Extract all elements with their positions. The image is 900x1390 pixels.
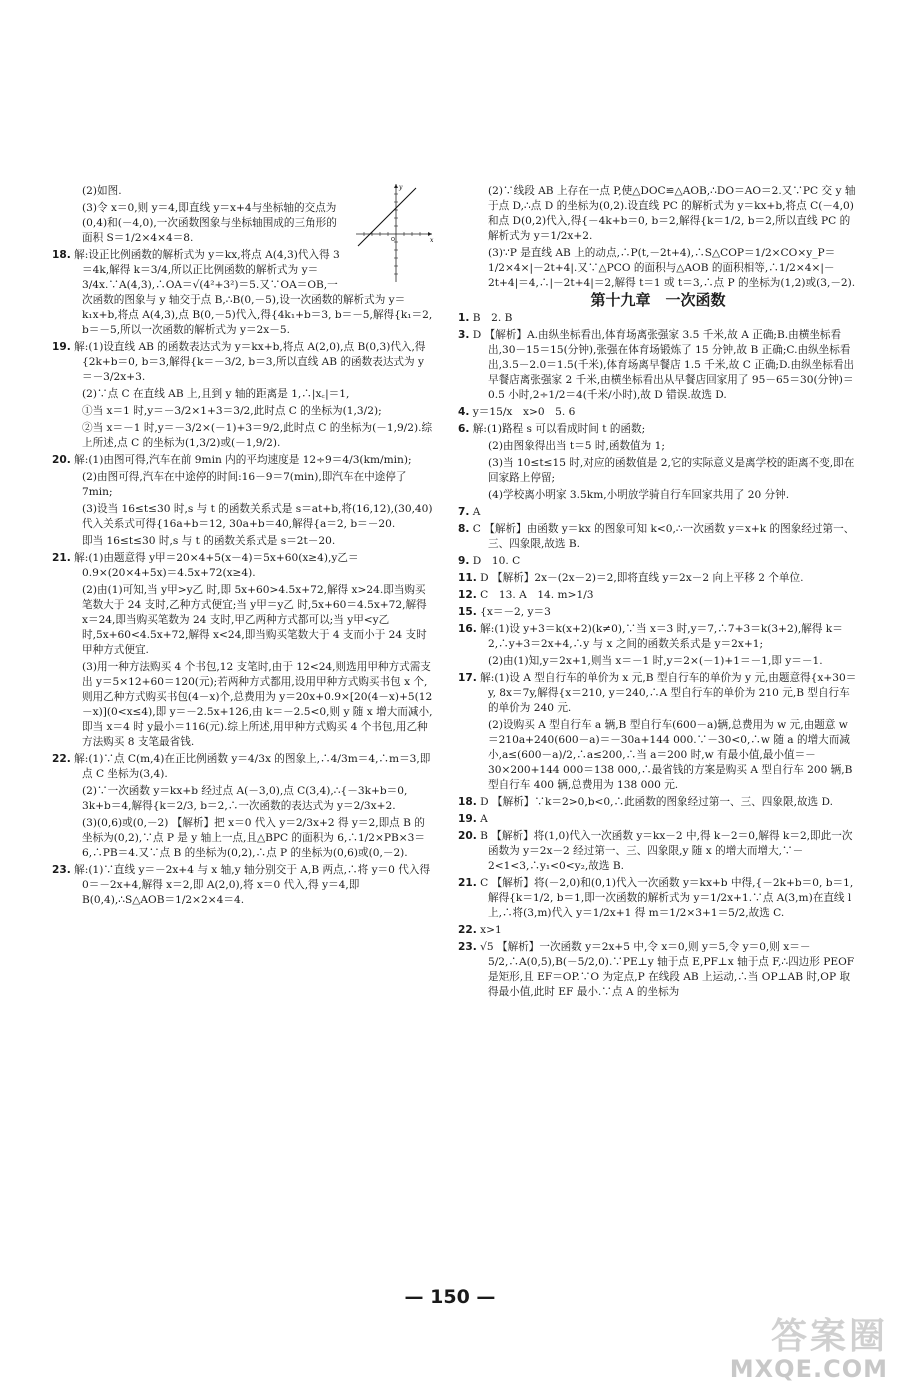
answer-text: (2)如图. [82,185,122,197]
question-number: 15. [458,606,477,618]
answer-item [458,622,858,652]
answer-text: (2)设购买 A 型自行车 a 辆,B 型自行车(600－a)辆,总费用为 w 元,由题意 w＝210a+240(600－a)＝－30a+144 000.∵－30<0,∴w 随 a 的增大而减小,a≤(600－a)/2,∴a≤200,∴当 a＝200 时,w 有最小值,最小值＝－30×200+144 000＝138 000,∴最省钱的方案是购买 A 型自行车 200 辆,B 型自行车 400 辆,总费用为 138 000 元. [488,719,853,791]
answer-item [52,551,434,581]
question-number: 11. [458,572,477,584]
answer-text: (2)∵点 C 在直线 AB 上,且到 y 轴的距离是 1,∴|x꜀|＝1, [82,388,350,400]
answer-item [52,863,434,908]
answer-item [458,876,858,921]
question-number: 12. [458,589,477,601]
answer-text: A [480,813,488,825]
answer-item [458,795,858,810]
svg-text:x: x [430,237,434,244]
answer-text: (3)∵P 是直线 AB 上的动点,∴P(t,－2t+4),∴S△COP＝1/2×CO×y_P＝1/2×4×|－2t+4|.又∵△PCO 的面积与△AOB 的面积相等,∴1/2×4×|－2t+4|＝4,∴|－2t+4|＝2,解得 t＝1 或 t＝3,∴点 P 的坐标为(1,2)或(3,－2). [488,247,856,289]
watermark-url: MXQE.COM [729,1355,888,1383]
answer-item [458,505,858,520]
answer-text: (2)由(1)可知,当 y甲>y乙 时,即 5x+60>4.5x+72,解得 x>24.即当购买笔数大于 24 支时,乙种方式便宜;当 y甲＝y乙 时,5x+60＝4.5x+72,解得 x＝24,即当购买笔数为 24 支时,甲乙两种方式都可以;当 y甲<y乙 时,5x+60<4.5x+72,解得 x<24,即当购买笔数大于 4 支而小于 24 支时甲种方式便宜. [82,584,427,656]
answer-item [458,718,858,793]
answer-text: (2)由(1)知,y＝2x+1,则当 x＝－1 时,y＝2×(－1)+1＝－1,即 y＝－1. [488,655,823,667]
question-number: 19. [458,813,477,825]
answer-text: √5 【解析】一次函数 y＝2x+5 中,令 x＝0,则 y＝5,令 y＝0,则 x＝－5/2,∴A(0,5),B(－5/2,0).∵PE⊥y 轴于点 E,PF⊥x 轴于点 F,∴四边形 PEOF 是矩形,且 EF＝OP.∵O 为定点,P 在线段 AB 上运动,∴当 OP⊥AB 时,OP 取得最小值,此时 EF 最小.∵点 A 的坐标为 [480,941,855,998]
answer-item [458,605,858,620]
question-number: 20. [458,830,477,842]
question-number: 7. [458,506,470,518]
answer-text: (4)学校离小明家 3.5km,小明放学骑自行车回家共用了 20 分钟. [488,489,790,501]
answer-item [52,502,434,532]
answer-item [458,488,858,503]
answer-item [458,940,858,1000]
answer-item [52,470,434,500]
answer-item [52,404,434,419]
answer-text: 解:(1)∵点 C(m,4)在正比例函数 y＝4/3x 的图象上,∴4/3m＝4,∴m＝3,即点 C 坐标为(3,4). [74,753,431,780]
answer-text: (3)(0,6)或(0,－2) 【解析】把 x＝0 代入 y＝2/3x+2 得 y＝2,即点 B 的坐标为(0,2),∵点 P 是 y 轴上一点,且△BPC 的面积为 6,∴1/2×PB×3＝6,∴PB＝4.又∵点 B 的坐标为(0,2),∴点 P 的坐标为(0,6)或(0,－2). [82,817,425,859]
answer-item [52,816,434,861]
answer-text: 解:(1)路程 s 可以看成时间 t 的函数; [472,423,646,435]
right-bottom-items [458,311,858,1000]
answer-text: D 【解析】∵k＝2>0,b<0,∴此函数的图象经过第一、三、四象限,故选 D. [480,796,833,808]
answer-text: (3)用一种方法购买 4 个书包,12 支笔时,由于 12<24,则选用甲种方式需支出 y＝5×12+60＝120(元);若两种方式都用,设用甲种方式购买书包 x 个,则用乙种方式购买书包(4－x)个,总费用为 y＝20x+0.9×[20(4－x)+5(12－x)](0<x≤4),即 y＝－2.5x+126,由 k＝－2.5<0,则 y 随 x 增大而减小,即当 x＝4 时 y最小＝116(元).综上所述,用甲种方式购买 4 个书包,用乙种方法购买 8 支笔最省钱. [82,661,433,748]
question-number: 17. [458,672,477,684]
answer-text: ①当 x＝1 时,y＝－3/2×1+3＝3/2,此时点 C 的坐标为(1,3/2); [82,405,382,417]
answer-text: 解:(1)∵直线 y＝－2x+4 与 x 轴,y 轴分别交于 A,B 两点,∴将 y＝0 代入得 0＝－2x+4,解得 x＝2,即 A(2,0),将 x＝0 代入,得 y＝4,即 B(0,4),∴S△AOB＝1/2×2×4＝4. [74,864,431,906]
answer-item [52,784,434,814]
answer-item [52,453,434,468]
answer-text: C 【解析】将(－2,0)和(0,1)代入一次函数 y＝kx+b 中得,{－2k+b＝0, b＝1,解得{k＝1/2, b＝1,即一次函数的解析式为 y＝1/2x+1.∵点 A(3,m)在直线 l 上,∴将(3,m)代入 y＝1/2x+1 得 m＝1/2×3+1＝5/2,故选 C. [480,877,854,919]
question-number: 3. [458,329,470,341]
answer-text: A [472,506,481,518]
question-number: 21. [458,877,477,889]
answer-text: D 【解析】2x－(2x－2)＝2,即将直线 y＝2x－2 向上平移 2 个单位. [480,572,804,584]
answer-item [52,534,434,549]
answer-item [458,328,858,403]
answer-item [458,554,858,569]
answer-item [52,660,434,750]
answer-text: (2)由图可得,汽车在中途停的时间:16－9＝7(min),即汽车在中途停了 7min; [82,471,407,498]
answer-item [458,439,858,454]
answer-text: (2)∵线段 AB 上存在一点 P,使△DOC≌△AOB,∴DO＝AO＝2.又∵PC 交 y 轴于点 D,∴点 D 的坐标为(0,2).设直线 PC 的解析式为 y＝kx+b,将点 C(－4,0)和点 D(0,2)代入,得{－4k+b＝0, b＝2,解得{k＝1/2, b＝2,所以直线 PC 的解析式为 y＝1/2x+2. [488,185,856,242]
answer-text: 解:(1)设直线 AB 的函数表达式为 y＝kx+b,将点 A(2,0),点 B(0,3)代入,得{2k+b＝0, b＝3,解得{k＝－3/2, b＝3,所以直线 AB 的函数表达式为 y＝－3/2x+3. [74,341,426,383]
answer-text: ②当 x＝－1 时,y＝－3/2×(－1)+3＝9/2,此时点 C 的坐标为(－1,9/2).综上所述,点 C 的坐标为(1,3/2)或(－1,9/2). [82,422,433,449]
answer-text: {x＝－2, y＝3 [480,606,551,618]
answer-text: 即当 16≤t≤30 时,s 与 t 的函数关系式是 s＝2t－20. [82,535,336,547]
answer-text: x>1 [480,924,502,936]
right-column [458,182,858,1000]
line-graph-figure [352,182,434,286]
answer-text: 解:(1)由题意得 y甲＝20×4+5(x－4)＝5x+60(x≥4),y乙＝0.9×(20×4+5x)＝4.5x+72(x≥4). [74,552,359,579]
answer-text: 解:(1)设 y+3＝k(x+2)(k≠0),∵当 x＝3 时,y＝7,∴7+3＝k(3+2),解得 k＝2,∴y+3＝2x+4,∴y 与 x 之间的函数关系式是 y＝2x+1; [480,623,843,650]
answer-item [458,923,858,938]
question-number: 6. [458,423,470,435]
answer-item [52,387,434,402]
page-number: — 150 — [404,1286,496,1308]
question-number: 9. [458,555,470,567]
left-items [52,184,434,908]
question-number: 4. [458,406,470,418]
answer-item [52,752,434,782]
question-number: 22. [52,753,71,765]
right-top-items [458,184,858,291]
answer-item [52,583,434,658]
answer-item [458,184,858,244]
answer-item [458,456,858,486]
question-number: 21. [52,552,71,564]
answer-item [458,522,858,552]
answer-item [458,654,858,669]
left-column [52,182,434,908]
answer-text: (2)由图象得出当 t＝5 时,函数值为 1; [488,440,665,452]
answer-text: 解:设正比例函数的解析式为 y＝kx,将点 A(4,3)代入得 3＝4k,解得 k＝3/4,所以正比例函数的解析式为 y＝3/4x.∵A(4,3),∴OA＝√(4²+3²)＝5.又∵OA＝OB,一次函数的图象与 y 轴交于点 B,∴B(0,－5),设一次函数的解析式为 y＝k₁x+b,将点 A(4,3),点 B(0,－5)代入,得{4k₁+b＝3, b＝－5,解得{k₁＝2, b＝－5,所以一次函数的解析式为 y＝2x－5. [74,249,433,336]
answer-item [52,340,434,385]
answer-item [458,405,858,420]
answer-text: D 【解析】A.由纵坐标看出,体育场离张强家 3.5 千米,故 A 正确;B.由横坐标看出,30－15＝15(分钟),张强在体育场锻炼了 15 分钟,故 B 正确;C.由纵坐标看出,3.5－2.0＝1.5(千米),体育场离早餐店 1.5 千米,故 C 正确;D.由纵坐标看出早餐店离张强家 2 千米,由横坐标看出从早餐店回家用了 95－65＝30(分钟)＝0.5 小时,2÷1/2＝4(千米/小时),故 D 错误.故选 D. [472,329,855,401]
answer-item [458,829,858,874]
question-number: 18. [458,796,477,808]
answer-text: C 【解析】由函数 y＝kx 的图象可知 k<0,∴一次函数 y＝x+k 的图象经过第一、三、四象限,故选 B. [472,523,855,550]
question-number: 18. [52,249,71,261]
answer-item [458,588,858,603]
answer-text: B 2. B [472,312,513,324]
answer-text: C 13. A 14. m>1/3 [480,589,594,601]
svg-text:O: O [391,237,395,243]
answer-text: 解:(1)由图可得,汽车在前 9min 内的平均速度是 12÷9＝4/3(km/min); [74,454,412,466]
answer-text: (2)∵一次函数 y＝kx+b 经过点 A(－3,0),点 C(3,4),∴{－3k+b＝0, 3k+b＝4,解得{k＝2/3, b＝2,∴一次函数的表达式为 y＝2/3x+2. [82,785,408,812]
question-number: 23. [458,941,477,953]
chapter-title: 第十九章 一次函数 [590,291,726,309]
answer-text: B 【解析】将(1,0)代入一次函数 y＝kx－2 中,得 k－2＝0,解得 k＝2,即此一次函数为 y＝2x－2 经过第一、三、四象限,y 随 x 的增大而增大,∵－2<1<3,∴y₁<0<y₂,故选 B. [480,830,853,872]
watermark-logo [710,1318,888,1386]
question-number: 19. [52,341,71,353]
answer-item [458,571,858,586]
answer-item [458,422,858,437]
answer-text: D 10. C [472,555,521,567]
answer-text: 解:(1)设 A 型自行车的单价为 x 元,B 型自行车的单价为 y 元,由题意得{x+30＝y, 8x＝7y,解得{x＝210, y＝240,∴A 型自行车的单价为 210 元,B 型自行车的单价为 240 元. [480,672,857,714]
question-number: 16. [458,623,477,635]
svg-text:y: y [399,184,403,191]
answer-text: y＝15/x x>0 5. 6 [472,406,576,418]
answer-item [52,421,434,451]
answer-item [458,671,858,716]
watermark-text: 答案圈 [770,1316,888,1357]
answer-item [458,812,858,827]
answer-item [458,311,858,326]
question-number: 1. [458,312,470,324]
question-number: 20. [52,454,71,466]
answer-item [458,246,858,291]
answer-text: (3)令 x＝0,则 y＝4,即直线 y＝x+4与坐标轴的交点为(0,4)和(－4,0),一次函数图象与坐标轴围成的三角形的面积 S＝1/2×4×4＝8. [82,202,337,244]
answer-text: (3)设当 16≤t≤30 时,s 与 t 的函数关系式是 s＝at+b,将(16,12),(30,40)代入关系式可得{16a+b＝12, 30a+b＝40,解得{a＝2, b＝－20. [82,503,433,530]
question-number: 8. [458,523,470,535]
question-number: 22. [458,924,477,936]
answer-text: (3)当 10≤t≤15 时,对应的函数值是 2,它的实际意义是离学校的距离不变,即在回家路上停留; [488,457,855,484]
question-number: 23. [52,864,71,876]
